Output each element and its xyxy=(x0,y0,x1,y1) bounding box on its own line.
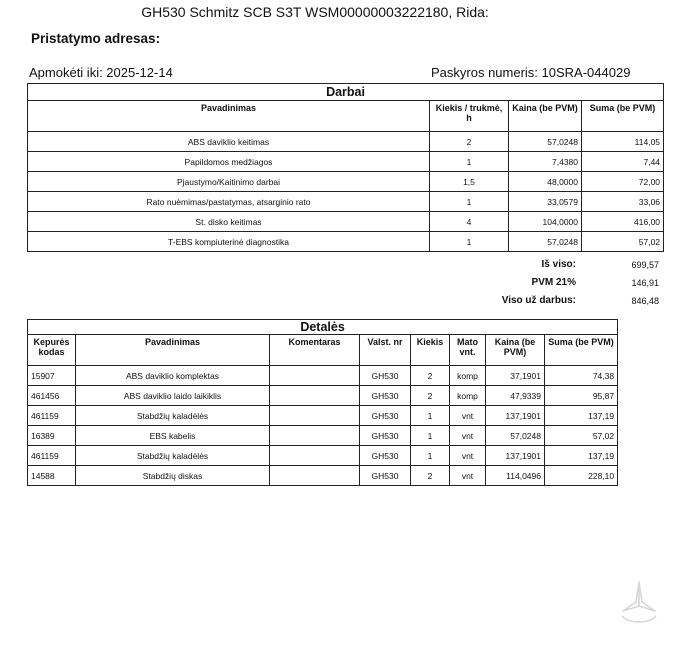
part-sum: 228,10 xyxy=(545,466,618,486)
part-plate: GH530 xyxy=(360,406,411,426)
part-name: Stabdžių kaladėlės xyxy=(76,406,270,426)
work-price: 33,0579 xyxy=(509,192,582,212)
part-sum: 74,38 xyxy=(545,366,618,386)
part-price: 37,1901 xyxy=(486,366,545,386)
part-unit: komp xyxy=(450,366,486,386)
parts-table xyxy=(27,319,618,486)
part-comment xyxy=(270,366,360,386)
table-row xyxy=(28,152,664,172)
account-number: Paskyros numeris: 10SRA-044029 xyxy=(431,65,631,80)
work-sum: 7,44 xyxy=(582,152,664,172)
work-qty: 1,5 xyxy=(430,172,509,192)
work-name: T-EBS kompiuterinė diagnostika xyxy=(28,232,430,252)
work-price: 57,0248 xyxy=(509,232,582,252)
work-qty: 1 xyxy=(430,192,509,212)
works-table xyxy=(27,83,664,252)
work-sum: 416,00 xyxy=(582,212,664,232)
part-name: EBS kabelis xyxy=(76,426,270,446)
table-row xyxy=(28,466,618,486)
work-name: Rato nuėmimas/pastatymas, atsarginio rato xyxy=(28,192,430,212)
document-title: GH530 Schmitz SCB S3T WSM00000003222180, Rida: xyxy=(141,4,489,20)
table-row xyxy=(28,446,618,466)
table-row xyxy=(28,212,664,232)
table-row xyxy=(28,386,618,406)
work-qty: 1 xyxy=(430,232,509,252)
part-code: 16389 xyxy=(28,426,76,446)
part-code: 14588 xyxy=(28,466,76,486)
column-header: Pavadinimas xyxy=(76,335,270,366)
work-sum: 57,02 xyxy=(582,232,664,252)
part-qty: 2 xyxy=(411,386,450,406)
part-unit: vnt xyxy=(450,426,486,446)
part-code: 15907 xyxy=(28,366,76,386)
part-unit: vnt xyxy=(450,446,486,466)
column-header: Komentaras xyxy=(270,335,360,366)
parts-table-header xyxy=(28,335,618,366)
part-code: 461159 xyxy=(28,446,76,466)
part-unit: vnt xyxy=(450,466,486,486)
part-plate: GH530 xyxy=(360,426,411,446)
work-name: Papildomos medžiagos xyxy=(28,152,430,172)
part-qty: 1 xyxy=(411,426,450,446)
part-name: ABS daviklio komplektas xyxy=(76,366,270,386)
part-qty: 1 xyxy=(411,406,450,426)
part-qty: 2 xyxy=(411,466,450,486)
work-sum: 114,05 xyxy=(582,132,664,152)
part-comment xyxy=(270,426,360,446)
part-qty: 1 xyxy=(411,446,450,466)
work-qty: 2 xyxy=(430,132,509,152)
total-works-value: 846,48 xyxy=(631,296,659,306)
paid-until-date: Apmokėti iki: 2025-12-14 xyxy=(29,65,173,80)
part-plate: GH530 xyxy=(360,446,411,466)
part-price: 137,1901 xyxy=(486,406,545,426)
work-name: St. disko keitimas xyxy=(28,212,430,232)
work-name: Pjaustymo/Kaitinimo darbai xyxy=(28,172,430,192)
works-table-header xyxy=(28,101,664,132)
column-header: Kaina (be PVM) xyxy=(509,101,582,132)
part-plate: GH530 xyxy=(360,366,411,386)
part-qty: 2 xyxy=(411,366,450,386)
column-header: Kiekis / trukmė, h xyxy=(430,101,509,132)
part-sum: 57,02 xyxy=(545,426,618,446)
part-code: 461159 xyxy=(28,406,76,426)
part-unit: komp xyxy=(450,386,486,406)
column-header: Valst. nr xyxy=(360,335,411,366)
work-price: 104,0000 xyxy=(509,212,582,232)
table-row xyxy=(28,172,664,192)
part-plate: GH530 xyxy=(360,386,411,406)
mercedes-star-logo-icon xyxy=(619,578,659,628)
part-comment xyxy=(270,466,360,486)
part-name: Stabdžių kaladėlės xyxy=(76,446,270,466)
table-row xyxy=(28,192,664,212)
work-sum: 33,06 xyxy=(582,192,664,212)
parts-table-title: Detalės xyxy=(28,320,618,335)
work-name: ABS daviklio keitimas xyxy=(28,132,430,152)
work-price: 7,4380 xyxy=(509,152,582,172)
table-row xyxy=(28,132,664,152)
delivery-address-label: Pristatymo adresas: xyxy=(31,31,161,46)
works-table-title: Darbai xyxy=(28,84,664,101)
part-sum: 95,87 xyxy=(545,386,618,406)
part-price: 47,9339 xyxy=(486,386,545,406)
column-header: Kaina (be PVM) xyxy=(486,335,545,366)
part-code: 461456 xyxy=(28,386,76,406)
total-works-label: Viso už darbus: xyxy=(501,295,576,306)
column-header: Kepurės kodas xyxy=(28,335,76,366)
part-unit: vnt xyxy=(450,406,486,426)
table-row xyxy=(28,232,664,252)
vat-value: 146,91 xyxy=(631,278,659,288)
work-sum: 72,00 xyxy=(582,172,664,192)
table-row xyxy=(28,366,618,386)
column-header: Suma (be PVM) xyxy=(582,101,664,132)
work-qty: 1 xyxy=(430,152,509,172)
part-price: 114,0496 xyxy=(486,466,545,486)
part-name: Stabdžių diskas xyxy=(76,466,270,486)
part-price: 57,0248 xyxy=(486,426,545,446)
part-sum: 137,19 xyxy=(545,446,618,466)
part-price: 137,1901 xyxy=(486,446,545,466)
column-header: Mato vnt. xyxy=(450,335,486,366)
work-price: 57,0248 xyxy=(509,132,582,152)
part-comment xyxy=(270,406,360,426)
part-sum: 137,19 xyxy=(545,406,618,426)
column-header: Pavadinimas xyxy=(28,101,430,132)
work-qty: 4 xyxy=(430,212,509,232)
subtotal-label: Iš viso: xyxy=(541,259,576,270)
column-header: Kiekis xyxy=(411,335,450,366)
part-name: ABS daviklio laido laikiklis xyxy=(76,386,270,406)
work-price: 48,0000 xyxy=(509,172,582,192)
subtotal-value: 699,57 xyxy=(631,260,659,270)
part-comment xyxy=(270,446,360,466)
part-comment xyxy=(270,386,360,406)
table-row xyxy=(28,426,618,446)
part-plate: GH530 xyxy=(360,466,411,486)
vat-label: PVM 21% xyxy=(531,277,576,288)
table-row xyxy=(28,406,618,426)
column-header: Suma (be PVM) xyxy=(545,335,618,366)
